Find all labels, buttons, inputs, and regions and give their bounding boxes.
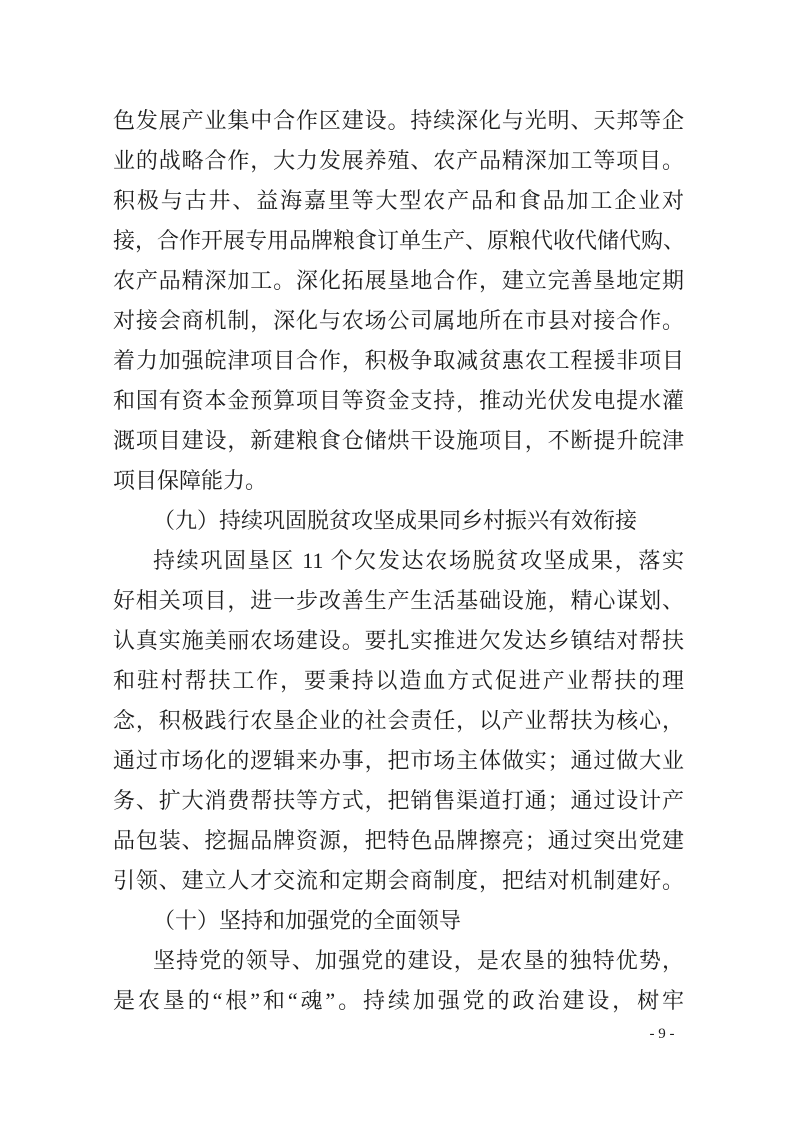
text-line: 是农垦的“根”和“魂”。持续加强党的政治建设，树牢 — [113, 988, 684, 1013]
text-line: 念，积极践行农垦企业的社会责任，以产业帮扶为核心， — [113, 708, 684, 733]
text-line: 好相关项目，进一步改善生产生活基础设施，精心谋划、 — [113, 588, 684, 613]
text-line: 业的战略合作，大力发展养殖、农产品精深加工等项目。 — [113, 148, 684, 173]
text-line: 引领、建立人才交流和定期会商制度，把结对机制建好。 — [113, 868, 684, 893]
text-line: 接，合作开展专用品牌粮食订单生产、原粮代收代储代购、 — [113, 228, 686, 253]
text-line: 项目保障能力。 — [113, 468, 268, 493]
text-line: 溉项目建设，新建粮食仓储烘干设施项目，不断提升皖津 — [113, 428, 684, 453]
page-number: - 9 - — [649, 1026, 675, 1042]
text-line: 着力加强皖津项目合作，积极争取减贫惠农工程援非项目 — [113, 348, 684, 373]
text-line: 认真实施美丽农场建设。要扎实推进欠发达乡镇结对帮扶 — [113, 628, 684, 653]
text-line: 对接会商机制，深化与农场公司属地所在市县对接合作。 — [113, 308, 684, 333]
text-line: 和国有资本金预算项目等资金支持，推动光伏发电提水灌 — [113, 388, 684, 413]
text-line: 积极与古井、益海嘉里等大型农产品和食品加工企业对 — [113, 188, 684, 213]
section-heading: （九）持续巩固脱贫攻坚成果同乡村振兴有效衔接 — [153, 508, 638, 533]
text-line: 坚持党的领导、加强党的建设，是农垦的独特优势， — [153, 948, 684, 973]
document-text-area — [113, 101, 684, 1021]
text-line: 品包装、挖掘品牌资源，把特色品牌擦亮；通过突出党建 — [113, 828, 684, 853]
text-line: 色发展产业集中合作区建设。持续深化与光明、天邦等企 — [113, 108, 684, 133]
section-heading: （十）坚持和加强党的全面领导 — [153, 908, 462, 933]
text-line: 通过市场化的逻辑来办事，把市场主体做实；通过做大业 — [113, 748, 684, 773]
text-line: 农产品精深加工。深化拓展垦地合作，建立完善垦地定期 — [113, 268, 684, 293]
text-line: 持续巩固垦区 11 个欠发达农场脱贫攻坚成果，落实 — [153, 548, 684, 573]
text-line: 和驻村帮扶工作，要秉持以造血方式促进产业帮扶的理 — [113, 668, 684, 693]
text-line: 务、扩大消费帮扶等方式，把销售渠道打通；通过设计产 — [113, 788, 684, 813]
